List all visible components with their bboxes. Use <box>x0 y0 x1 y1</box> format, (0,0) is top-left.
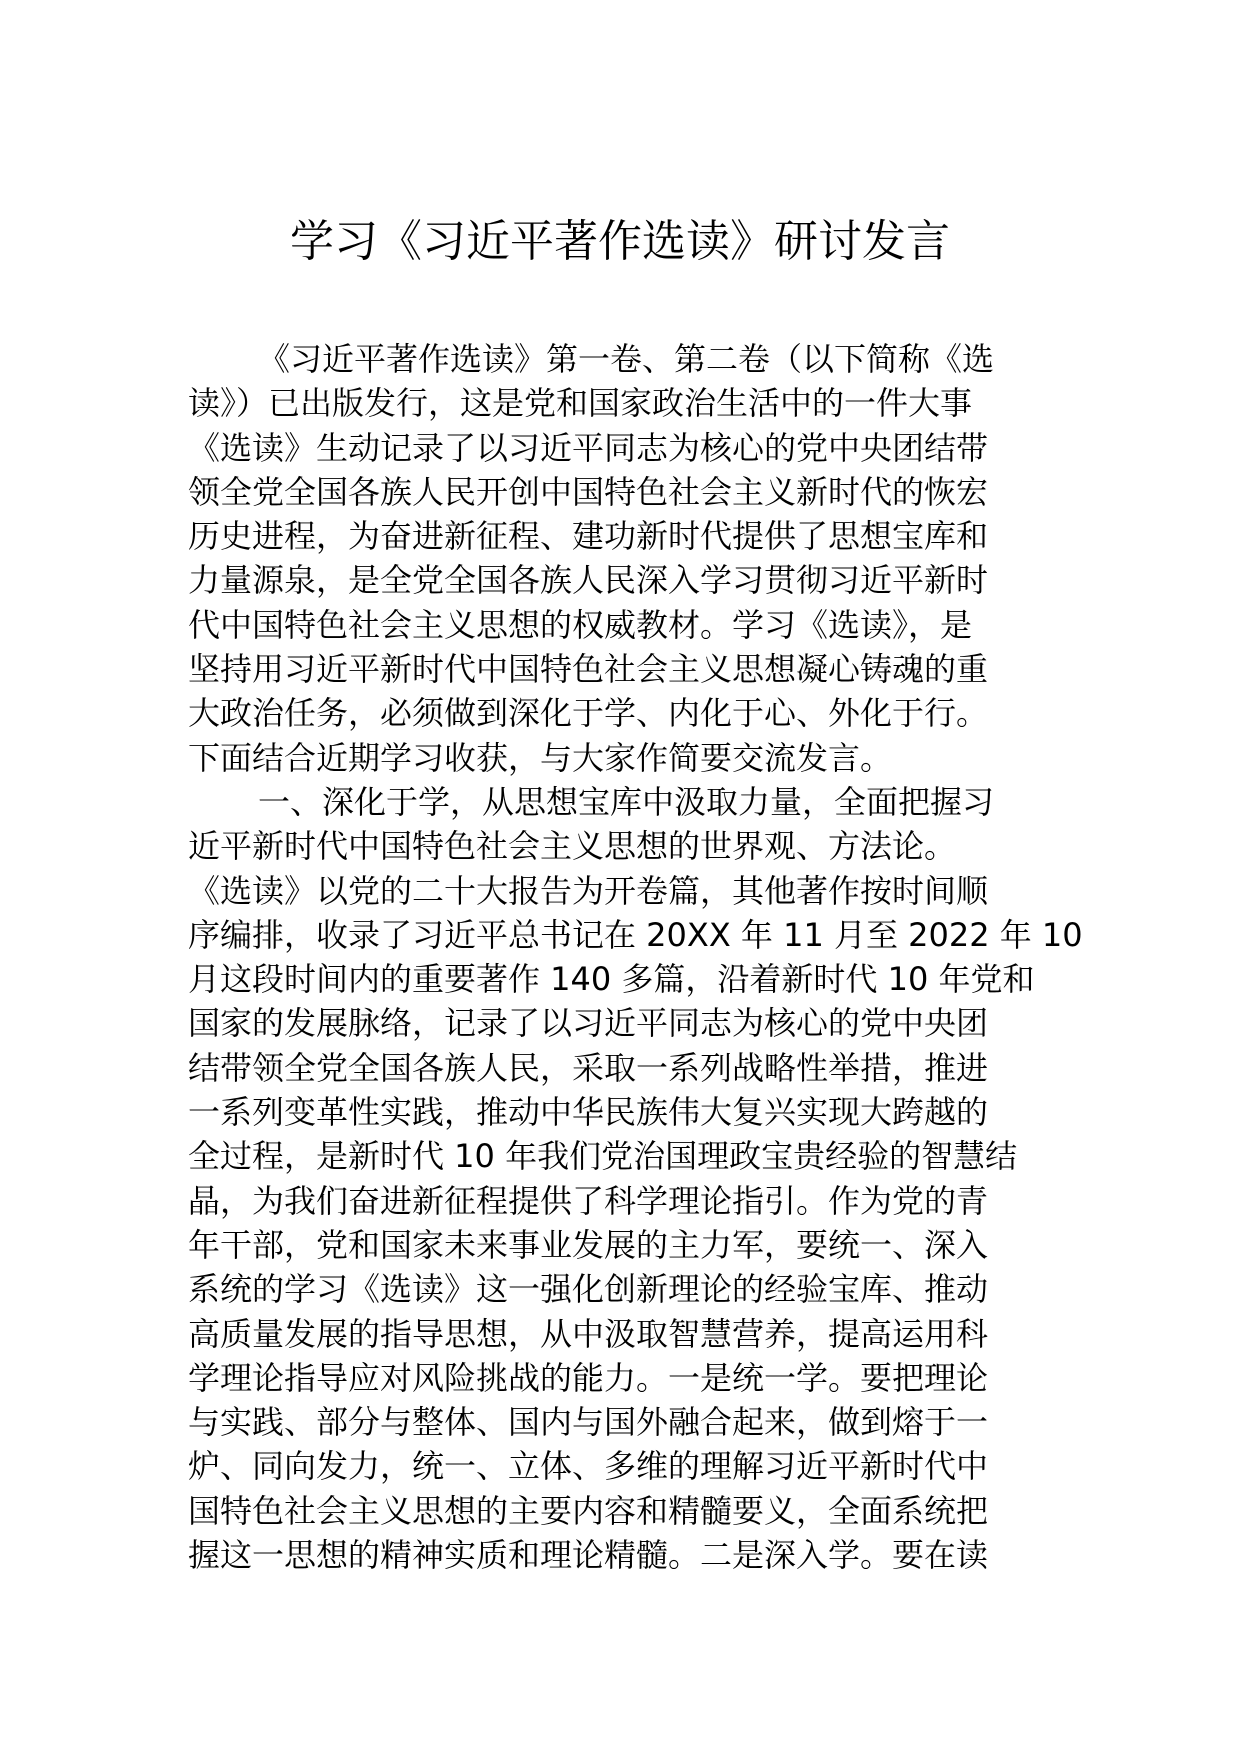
text-line: 国特色社会主义思想的主要内容和精髓要义，全面系统把 <box>188 1491 989 1530</box>
text-line: 高质量发展的指导思想，从中汲取智慧营养，提高运用科 <box>188 1314 989 1353</box>
text-line: 握这一思想的精神实质和理论精髓。二是深入学。要在读 <box>188 1536 989 1575</box>
text-line: 国家的发展脉络，记录了以习近平同志为核心的党中央团 <box>188 1004 989 1043</box>
page-title: 学习《习近平著作选读》研讨发言 <box>290 216 950 267</box>
section-heading-line: 一、深化于学，从思想宝库中汲取力量，全面把握习 <box>258 782 995 821</box>
text-line: 大政治任务，必须做到深化于学、内化于心、外化于行。 <box>188 694 989 733</box>
text-line: 历史进程，为奋进新征程、建功新时代提供了思想宝库和 <box>188 517 989 556</box>
text-line: 坚持用习近平新时代中国特色社会主义思想凝心铸魂的重 <box>188 650 989 689</box>
body-text <box>188 337 1083 1577</box>
text-line: 读》）已出版发行，这是党和国家政治生活中的一件大事 <box>188 384 973 423</box>
text-line: 全过程，是新时代 10 年我们党治国理政宝贵经验的智慧结 <box>188 1137 1018 1176</box>
text-line: 一系列变革性实践，推动中华民族伟大复兴实现大跨越的 <box>188 1093 989 1132</box>
text-line: 系统的学习《选读》这一强化创新理论的经验宝库、推动 <box>188 1270 989 1309</box>
text-line: 结带领全党全国各族人民，采取一系列战略性举措，推进 <box>188 1048 989 1087</box>
text-line: 年干部，党和国家未来事业发展的主力军，要统一、深入 <box>188 1225 989 1264</box>
text-line: 《选读》以党的二十大报告为开卷篇，其他著作按时间顺 <box>188 871 989 910</box>
text-line: 炉、同向发力，统一、立体、多维的理解习近平新时代中 <box>188 1447 989 1486</box>
text-line: 《习近平著作选读》第一卷、第二卷（以下简称《选 <box>258 340 995 378</box>
text-line: 月这段时间内的重要著作 140 多篇，沿着新时代 10 年党和 <box>188 960 1035 999</box>
text-line: 学理论指导应对风险挑战的能力。一是统一学。要把理论 <box>188 1358 989 1397</box>
section-heading-line: 近平新时代中国特色社会主义思想的世界观、方法论。 <box>188 827 957 866</box>
text-line: 序编排，收录了习近平总书记在 20XX 年 11 月至 2022 年 10 <box>188 915 1083 954</box>
text-line: 与实践、部分与整体、国内与国外融合起来，做到熔于一 <box>188 1403 989 1442</box>
text-line: 力量源泉，是全党全国各族人民深入学习贯彻习近平新时 <box>188 561 989 600</box>
text-line: 代中国特色社会主义思想的权威教材。学习《选读》，是 <box>188 605 973 644</box>
text-line: 下面结合近期学习收获，与大家作简要交流发言。 <box>188 738 893 777</box>
text-line: 《选读》生动记录了以习近平同志为核心的党中央团结带 <box>188 428 989 467</box>
text-line: 领全党全国各族人民开创中国特色社会主义新时代的恢宏 <box>188 472 989 511</box>
text-line: 晶，为我们奋进新征程提供了科学理论指引。作为党的青 <box>188 1181 989 1220</box>
